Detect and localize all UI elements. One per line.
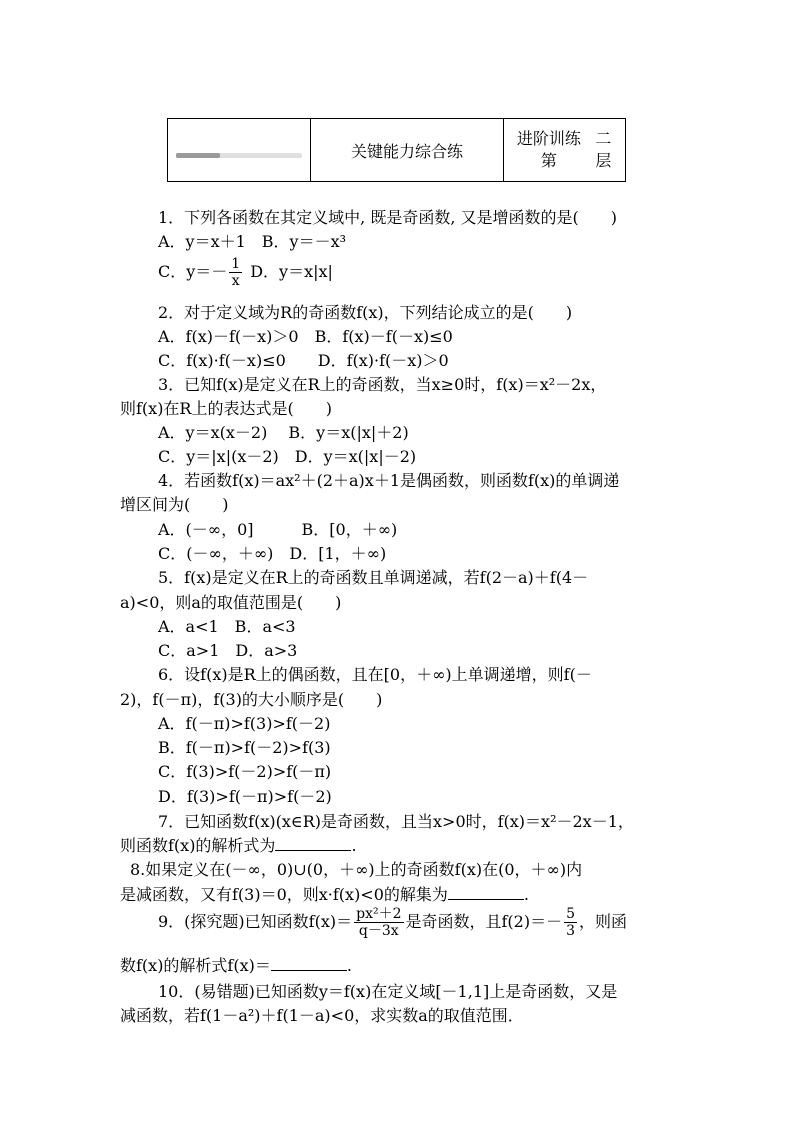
question-3-stem: 3．已知f(x)是定义在R上的奇函数，当x≥0时，f(x)＝x²－2x，: [158, 375, 607, 394]
question-2-options-ab: A．f(x)－f(－x)＞0 B．f(x)－f(－x)≤0: [158, 327, 453, 346]
question-3-options-ab: A．y＝x(x－2) B．y＝x(|x|＋2): [158, 423, 409, 442]
question-6-option-d: D．f(3)>f(－π)>f(－2): [158, 787, 332, 806]
question-4-stem: 4．若函数f(x)＝ax²＋(2＋a)x＋1是偶函数，则函数f(x)的单调递: [158, 471, 620, 490]
progress-bar: [176, 153, 302, 158]
question-3-options-cd: C．y＝|x|(x－2) D．y＝x(|x|－2): [158, 447, 417, 466]
question-8-stem: 8.如果定义在(－∞，0)∪(0，＋∞)上的奇函数f(x)在(0，＋∞)内: [130, 860, 583, 879]
question-1-options-ab: A．y＝x＋1 B．y＝－x³: [158, 232, 347, 251]
question-7-stem-cont: 则函数f(x)的解析式为 .: [120, 836, 357, 855]
question-4-options-cd: C．(－∞，＋∞) D．[1，＋∞): [158, 544, 387, 563]
question-5-stem: 5．f(x)是定义在R上的奇函数且单调递减，若f(2－a)＋f(4－: [158, 568, 589, 587]
question-2-stem: 2．对于定义域为R的奇函数f(x)，下列结论成立的是( ): [158, 303, 573, 322]
question-10-stem-cont: 减函数，若f(1－a²)＋f(1－a)<0，求实数a的取值范围．: [120, 1006, 524, 1025]
fraction-q9-function: $\frac{\text{px²＋2}}{q-3x}$: [356, 906, 402, 939]
question-1-stem: 1．下列各函数在其定义域中, 既是奇函数, 又是增函数的是( ): [158, 208, 618, 227]
question-6-option-b: B．f(－π)>f(－2)>f(3): [158, 738, 331, 757]
question-5-options-ab: A．a<1 B．a<3: [158, 617, 296, 636]
fraction-1-over-x: $\frac{1}{x}$: [231, 256, 241, 289]
question-1-option-d: D．y＝x|x|: [250, 262, 333, 281]
question-4-stem-cont: 增区间为( ): [120, 495, 229, 514]
question-2-options-cd: C．f(x)·f(－x)≤0 D．f(x)·f(－x)＞0: [158, 351, 449, 370]
level-label-line1: 进阶训练第: [516, 129, 581, 170]
answer-blank: [271, 954, 347, 971]
answer-blank: [275, 834, 351, 851]
header-table: [167, 118, 626, 182]
progress-cell: [168, 119, 311, 181]
question-6-stem: 6．设f(x)是R上的偶函数，且在[0，＋∞)上单调递增，则f(－: [158, 665, 592, 684]
question-5-stem-cont: a)<0，则a的取值范围是( ): [120, 593, 342, 612]
question-4-options-ab: A．(－∞，0] B．[0，＋∞): [158, 520, 398, 539]
question-1-options-cd: [158, 256, 718, 298]
fraction-5-over-3: $\frac{5}{3}$: [566, 906, 576, 939]
section-title: 关键能力综合练: [311, 119, 504, 181]
level-label: [504, 119, 625, 181]
question-6-option-a: A．f(－π)>f(3)>f(－2): [158, 714, 331, 733]
question-6-option-c: C．f(3)>f(－2)>f(－π): [158, 762, 332, 781]
level-label-line2: 二层: [595, 129, 612, 170]
question-9-stem: 9．(探究题)已知函数f(x)＝ $\frac{\text{px²＋2}}{q-3x}$ 是奇函数，且f(2)＝－ $\frac{5}{3}$ ，则函: [158, 906, 628, 939]
progress-bar-fill: [176, 153, 220, 158]
question-9-stem-cont: 数f(x)的解析式f(x)＝ .: [120, 956, 352, 975]
question-10-stem: 10．(易错题)已知函数y＝f(x)在定义域[－1,1]上是奇函数，又是: [158, 982, 618, 1001]
question-3-stem-cont: 则f(x)在R上的表达式是( ): [120, 399, 332, 418]
question-5-options-cd: C．a>1 D．a>3: [158, 641, 298, 660]
question-7-stem: 7．已知函数f(x)(x∈R)是奇函数，且当x>0时，f(x)＝x²－2x－1，: [158, 812, 634, 831]
question-1-option-c: C．y＝－: [158, 262, 228, 281]
answer-blank: [448, 883, 524, 900]
question-8-stem-cont: 是减函数，又有f(3)＝0，则x·f(x)<0的解集为 .: [120, 885, 529, 904]
question-6-stem-cont: 2)，f(－π)，f(3)的大小顺序是( ): [120, 690, 383, 709]
